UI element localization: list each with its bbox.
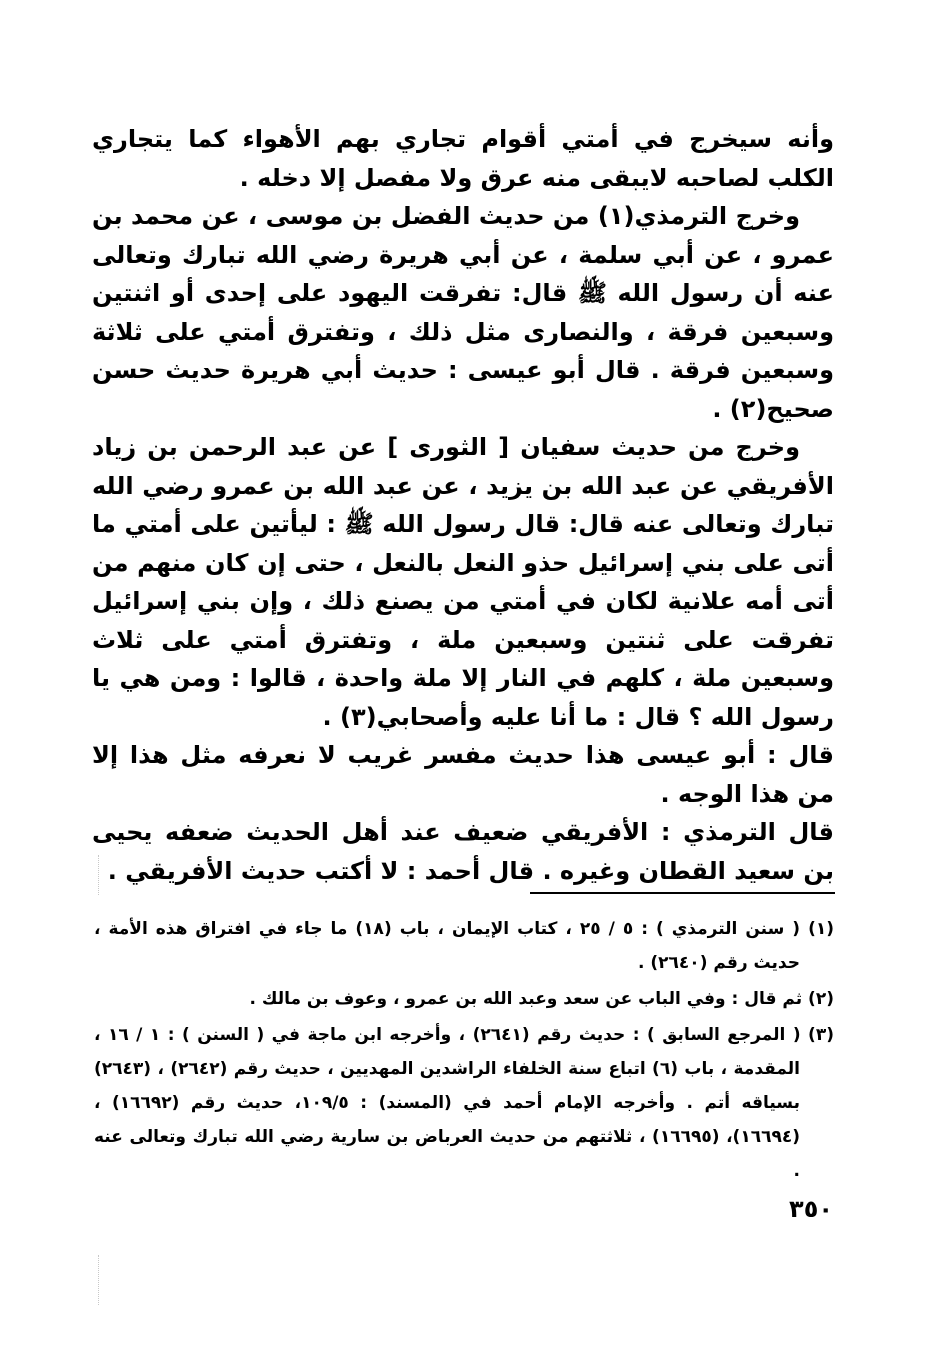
scan-margin-mark xyxy=(98,855,103,895)
scan-margin-mark xyxy=(98,1255,103,1305)
paragraph-3: وخرج من حديث سفيان [ الثورى ] عن عبد الرحمن بن زياد الأفريقي عن عبد الله بن يزيد ، عن عبد الله بن عمرو رضي الله تبارك وتعالى عنه قال: قال رسول الله ﷺ : ليأتين على أمتي ما أتى على بني إسرائيل حذو النعل بالنعل ، حتى إن كان منهم من أتى أمه علانية لكان في أمتي من يصنع ذلك ، وإن بني إسرائيل تفرقت على ثنتين وسبعين ملة ، وتفترق أمتي على ثلاث وسبعين ملة ، كلهم في النار إلا ملة واحدة ، قالوا : ومن هي يا رسول الله ؟ قال : ما أنا عليه وأصحابي(٣) . xyxy=(92,433,834,731)
main-text xyxy=(92,120,834,890)
footnote-3: (٣) ( المرجع السابق ) : حديث رقم (٢٦٤١) ، وأخرجه ابن ماجة في ( السنن ) : ١ / ١٦ ، المقدمة ، باب (٦) اتباع سنة الخلفاء الراشدين المهديين ، حديث رقم (٢٦٤٢) ، (٢٦٤٣) بسياقه أتم . وأخرجه الإمام أحمد في (المسند) : ١٠٩/٥، حديث رقم (١٦٦٩٢) ، (١٦٦٩٤)، (١٦٦٩٥) ، ثلاثتهم من حديث العرباض بن سارية رضي الله تبارك وتعالى عنه . xyxy=(94,1025,835,1181)
footnote-1: (١) ( سنن الترمذي ) : ٥ / ٢٥ ، كتاب الإيمان ، باب (١٨) ما جاء في افتراق هذه الأمة ، حديث رقم (٢٦٤٠) . xyxy=(94,919,835,973)
page-number: ٣٥٠ xyxy=(789,1195,833,1223)
paragraph-5: قال الترمذي : الأفريقي ضعيف عند أهل الحديث ضعفه يحيى بن سعيد القطان وغيره . قال أحمد : لا أكتب حديث الأفريقي . xyxy=(92,818,834,885)
paragraph-4: قال : أبو عيسى هذا حديث مفسر غريب لا نعرفه مثل هذا إلا من هذا الوجه . xyxy=(92,741,834,808)
footnotes xyxy=(94,912,834,1190)
paragraph-1: وأنه سيخرج في أمتي أقوام تجاري بهم الأهواء كما يتجاري الكلب لصاحبه لايبقى منه عرق ولا مفصل إلا دخله . xyxy=(92,125,834,192)
footnote-separator xyxy=(530,892,835,894)
paragraph-2: وخرج الترمذي(١) من حديث الفضل بن موسى ، عن محمد بن عمرو ، عن أبي سلمة ، عن أبي هريرة رضي الله تبارك وتعالى عنه أن رسول الله ﷺ قال: تفرقت اليهود على إحدى أو اثنتين وسبعين فرقة ، والنصارى مثل ذلك ، وتفترق أمتي على ثلاثة وسبعين فرقة . قال أبو عيسى : حديث أبي هريرة حديث حسن صحيح(٢) . xyxy=(92,202,834,423)
footnote-2: (٢) ثم قال : وفي الباب عن سعد وعبد الله بن عمرو ، وعوف بن مالك . xyxy=(249,989,834,1009)
